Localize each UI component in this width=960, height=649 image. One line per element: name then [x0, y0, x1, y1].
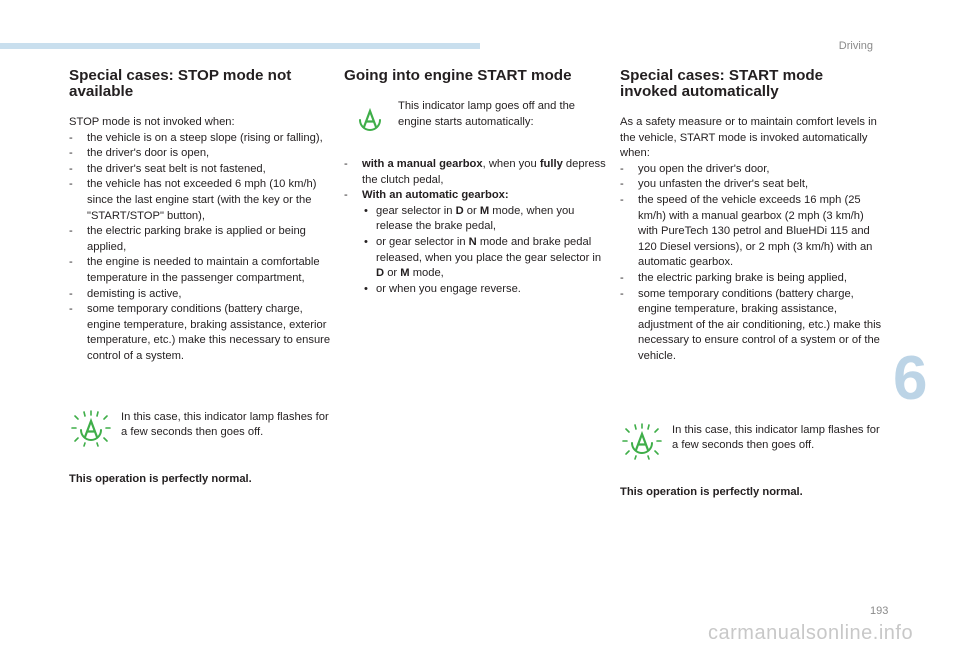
column-engine-start-mode	[344, 68, 606, 297]
indicator-text: In this case, this indicator lamp flashes for a few seconds then goes off.	[672, 423, 880, 452]
note-text: This operation is perfectly normal.	[620, 485, 803, 498]
list-item: - demisting is active,	[69, 287, 331, 303]
section-label: Driving	[838, 40, 873, 52]
list-item: - the engine is needed to maintain a comfortable temperature in the passenger compartment,	[69, 255, 331, 286]
section-title: Special cases: STOP mode not available	[69, 67, 292, 100]
list-item: - you unfasten the driver's seat belt,	[620, 177, 882, 193]
intro-text: As a safety measure or to maintain comfort levels in the vehicle, START mode is invoked automatically when:	[620, 116, 877, 160]
section-title: Going into engine START mode	[344, 67, 572, 84]
list-item: - the vehicle has not exceeded 6 mph (10 km/h) since the last engine start (with the key or the "START/STOP" button),	[69, 177, 331, 224]
indicator-block	[620, 423, 882, 471]
note-text: This operation is perfectly normal.	[69, 472, 252, 485]
list-item: - the driver's seat belt is not fastened,	[69, 162, 331, 178]
chapter-number: 6	[893, 344, 928, 413]
condition-list	[620, 162, 882, 365]
list-item: - the electric parking brake is applied or being applied,	[69, 224, 331, 255]
column-start-mode-automatic	[620, 68, 882, 500]
stop-start-icon	[344, 99, 398, 147]
section-title: Special cases: START mode invoked automatically	[620, 67, 824, 100]
indicator-block	[69, 410, 331, 458]
sub-list	[362, 204, 606, 298]
indicator-text: This indicator lamp goes off and the engine starts automatically:	[398, 100, 576, 128]
condition-list	[69, 131, 331, 365]
list-item: - the speed of the vehicle exceeds 16 mph (25 km/h) with a manual gearbox (2 mph (3 km/h) with PureTech 130 petrol and BlueHDi 115 and 120 Diesel versions), or 2 mph (3 km/h) with an automatic gearbox.	[620, 193, 882, 271]
list-item: - With an automatic gearbox: • gear selector in D or M mode, when you release the brake pedal, • or gear selector in N mode and brake pedal released, when you place the gear selector in D or M mode, • or when you engage reverse.	[344, 188, 606, 297]
stop-start-flashing-icon	[620, 423, 672, 471]
condition-list	[344, 157, 606, 297]
indicator-text: In this case, this indicator lamp flashes for a few seconds then goes off.	[121, 410, 329, 439]
list-item: - the driver's door is open,	[69, 146, 331, 162]
header-accent-bar	[0, 43, 480, 49]
list-item: - the electric parking brake is being applied,	[620, 271, 882, 287]
page-number: 193	[870, 605, 889, 617]
list-item: - with a manual gearbox, when you fully depress the clutch pedal,	[344, 157, 606, 188]
indicator-block	[344, 99, 606, 147]
sub-list-item: • or when you engage reverse.	[362, 282, 606, 298]
sub-list-item: • gear selector in D or M mode, when you release the brake pedal,	[362, 204, 606, 235]
list-item: - some temporary conditions (battery charge, engine temperature, braking assistance, adjustment of the air conditioning, etc.) make this necessary to ensure control of a system or of the vehicle.	[620, 287, 882, 365]
list-item: - the vehicle is on a steep slope (rising or falling),	[69, 131, 331, 147]
stop-start-flashing-icon	[69, 410, 121, 458]
intro-text: STOP mode is not invoked when:	[69, 116, 235, 128]
list-item: - some temporary conditions (battery charge, engine temperature, braking assistance, exterior temperature, etc.) make this necessary to ensure control of a system.	[69, 302, 331, 364]
watermark: carmanualsonline.info	[708, 622, 914, 644]
list-item: - you open the driver's door,	[620, 162, 882, 178]
sub-list-item: • or gear selector in N mode and brake pedal released, when you place the gear selector in D or M mode,	[362, 235, 606, 282]
column-stop-mode-unavailable	[69, 68, 331, 487]
